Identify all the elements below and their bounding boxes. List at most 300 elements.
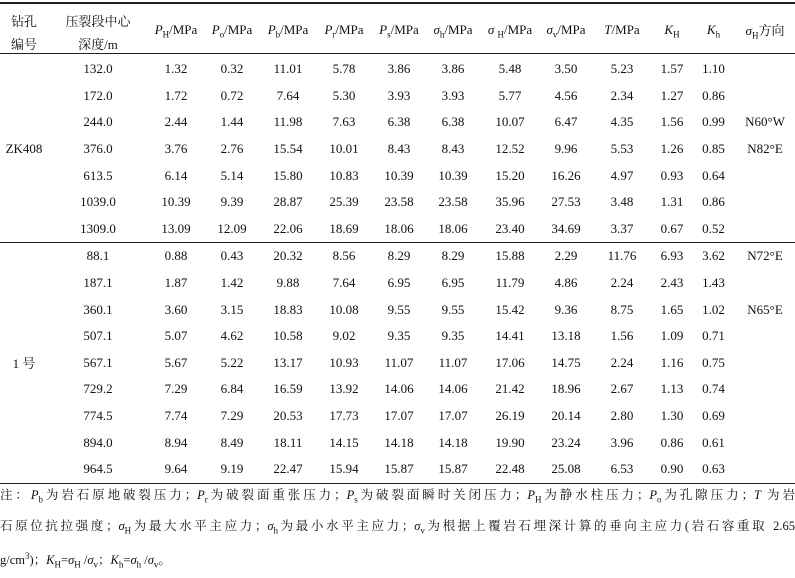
header-borehole-line2: 编号: [0, 33, 48, 54]
value-cell: 0.69: [702, 408, 725, 424]
value-cell: 9.96: [554, 141, 578, 157]
table-row: [0, 162, 795, 189]
header-symbol: P: [379, 21, 388, 37]
value-cell: 8.43: [441, 141, 465, 157]
value-cell: 15.20: [495, 167, 525, 183]
header-unit: /MPa: [169, 21, 198, 37]
value-cell: 7.74: [164, 408, 188, 424]
value-cell: 2.44: [164, 114, 188, 130]
value-cell: 5.67: [164, 354, 188, 370]
note-text: P: [649, 488, 658, 502]
value-cell: 0.64: [702, 167, 725, 183]
header-col-5: [316, 3, 372, 54]
note-text: r: [204, 494, 208, 505]
value-cell: 35.96: [495, 194, 525, 210]
header-symbol: P: [154, 21, 163, 37]
depth-cell: 567.1: [83, 354, 113, 370]
header-symbol: σ: [487, 21, 498, 37]
value-cell: 3.60: [164, 301, 188, 317]
table-header: [0, 3, 795, 54]
header-col-12: [692, 3, 735, 54]
value-cell: 0.63: [692, 456, 735, 483]
value-cell: 0.99: [702, 114, 725, 130]
value-cell: 8.43: [387, 141, 411, 157]
value-cell: 18.96: [551, 381, 581, 397]
value-cell: 27.53: [551, 194, 581, 210]
table-row: [0, 136, 795, 163]
value-cell: 1.65: [660, 301, 684, 317]
note-text: v: [93, 559, 99, 570]
value-cell: 22.48: [480, 456, 540, 483]
value-cell: 5.53: [610, 141, 634, 157]
header-symbol: K: [664, 21, 674, 37]
value-cell: 13.17: [273, 354, 303, 370]
value-cell: 0.74: [702, 381, 725, 397]
value-cell: 6.93: [660, 248, 684, 264]
value-cell: 9.02: [332, 328, 356, 344]
value-cell: 0.86: [702, 87, 725, 103]
header-symbol: P: [267, 21, 276, 37]
value-cell: 3.50: [554, 61, 578, 77]
header-symbol: P: [211, 21, 220, 37]
header-col-3: [204, 3, 260, 54]
value-cell: 6.84: [220, 381, 244, 397]
value-cell: 1.30: [660, 408, 684, 424]
header-col-4: [260, 3, 316, 54]
value-cell: 3.93: [441, 87, 465, 103]
value-cell: 5.07: [164, 328, 188, 344]
note-text: 为岩石原地破裂压力；: [42, 488, 198, 502]
note-text: P: [346, 488, 355, 502]
depth-cell: 244.0: [83, 114, 113, 130]
value-cell: [735, 403, 795, 430]
table-row: [0, 54, 795, 83]
value-cell: 23.58: [438, 194, 468, 210]
value-cell: 9.35: [387, 328, 411, 344]
value-cell: [735, 376, 795, 403]
value-cell: 22.06: [260, 216, 316, 243]
value-cell: 3.15: [220, 301, 244, 317]
value-cell: 18.06: [372, 216, 426, 243]
table-row: [0, 376, 795, 403]
value-cell: 3.62: [702, 248, 725, 264]
header-symbol: T: [604, 21, 612, 37]
note-text: P: [527, 488, 535, 502]
value-cell: 0.90: [652, 456, 692, 483]
value-cell: N65°E: [747, 301, 783, 317]
value-cell: 2.76: [220, 141, 244, 157]
borehole-id: ZK408: [0, 54, 48, 243]
value-cell: 23.24: [551, 434, 581, 450]
note-text: H: [124, 525, 132, 535]
value-cell: 1.13: [660, 381, 684, 397]
borehole-id: 1 号: [0, 243, 48, 483]
value-cell: 1.72: [164, 87, 188, 103]
depth-cell: 172.0: [83, 87, 113, 103]
value-cell: 1.56: [660, 114, 684, 130]
value-cell: 17.07: [384, 408, 414, 424]
header-unit: /MPa: [224, 21, 253, 37]
note-text: s: [354, 494, 358, 505]
header-unit: /MPa: [557, 21, 586, 37]
note-text: g/cm: [0, 553, 25, 568]
note-text: T: [754, 488, 761, 502]
table-row: [0, 270, 795, 297]
value-cell: [735, 54, 795, 83]
depth-cell: 360.1: [83, 301, 113, 317]
value-cell: 23.40: [480, 216, 540, 243]
value-cell: 2.80: [610, 408, 634, 424]
value-cell: 23.58: [384, 194, 414, 210]
note-text: h: [118, 559, 124, 570]
value-cell: 15.54: [273, 141, 303, 157]
value-cell: 7.29: [220, 408, 244, 424]
value-cell: 10.83: [329, 167, 359, 183]
value-cell: 1.09: [660, 328, 684, 344]
note-text: K: [46, 553, 55, 568]
value-cell: 8.49: [220, 434, 244, 450]
value-cell: [735, 189, 795, 216]
header-subscript: r: [332, 29, 336, 40]
value-cell: 9.19: [204, 456, 260, 483]
header-subscript: b: [275, 29, 281, 40]
header-depth-line2: 深度/m: [48, 33, 148, 54]
value-cell: 0.43: [220, 248, 244, 264]
note-text: H: [74, 559, 81, 570]
note-line-1: [0, 482, 795, 513]
value-cell: 1.44: [220, 114, 244, 130]
value-cell: 13.18: [551, 328, 581, 344]
value-cell: 8.29: [387, 248, 411, 264]
value-cell: 9.88: [276, 275, 300, 291]
value-cell: 15.80: [273, 167, 303, 183]
value-cell: 10.01: [329, 141, 359, 157]
value-cell: 10.93: [329, 354, 359, 370]
value-cell: 14.41: [495, 328, 525, 344]
value-cell: 17.06: [495, 354, 525, 370]
value-cell: 25.39: [329, 194, 359, 210]
value-cell: 14.18: [438, 434, 468, 450]
value-cell: 11.01: [273, 61, 303, 77]
note-text: 石原位抗拉强度；: [0, 518, 119, 533]
value-cell: 21.42: [495, 381, 525, 397]
value-cell: 10.58: [273, 328, 303, 344]
value-cell: 2.24: [610, 354, 634, 370]
header-unit: /MPa: [280, 21, 309, 37]
value-cell: 1.26: [660, 141, 684, 157]
value-cell: [735, 350, 795, 377]
value-cell: [735, 456, 795, 483]
note-text: 为破裂面重张压力；: [207, 488, 347, 502]
note-text: 为最大水平主应力；: [131, 518, 268, 533]
value-cell: 2.34: [610, 87, 634, 103]
value-cell: 4.35: [610, 114, 634, 130]
header-subscript: H: [673, 29, 680, 40]
value-cell: 5.78: [332, 61, 356, 77]
note-text: /: [80, 553, 88, 568]
value-cell: 9.64: [148, 456, 204, 483]
value-cell: 5.23: [610, 61, 634, 77]
depth-cell: 376.0: [83, 141, 113, 157]
table-row: [0, 216, 795, 243]
note-text: 为根据上覆岩石埋深计算的垂向主应力(岩石容重取 2.65: [424, 518, 795, 533]
value-cell: 15.87: [426, 456, 480, 483]
header-symbol: P: [324, 21, 333, 37]
header-col-11: [652, 3, 692, 54]
header-subscript: v: [552, 29, 558, 40]
value-cell: 0.93: [660, 167, 684, 183]
value-cell: 7.64: [332, 275, 356, 291]
note-text: =: [123, 553, 131, 568]
note-line-2: [0, 513, 795, 544]
value-cell: 1.43: [702, 275, 725, 291]
note-text: P: [197, 488, 205, 502]
value-cell: 16.26: [551, 167, 581, 183]
note-text: σ: [147, 553, 154, 568]
depth-cell: 1309.0: [48, 216, 148, 243]
depth-cell: 132.0: [83, 61, 113, 77]
note-text: 为破裂面瞬时关闭压力；: [357, 488, 528, 502]
table-body: [0, 54, 795, 484]
value-cell: 18.11: [273, 434, 303, 450]
value-cell: 6.95: [387, 275, 411, 291]
value-cell: 18.06: [426, 216, 480, 243]
value-cell: 0.61: [702, 434, 725, 450]
note-text: σ: [267, 518, 274, 533]
value-cell: 0.67: [652, 216, 692, 243]
value-cell: 11.07: [384, 354, 414, 370]
value-cell: 8.56: [332, 248, 356, 264]
value-cell: [735, 216, 795, 243]
value-cell: 28.87: [273, 194, 303, 210]
value-cell: [735, 270, 795, 297]
header-subscript: H: [497, 29, 504, 40]
value-cell: 1.32: [164, 61, 188, 77]
value-cell: 2.43: [660, 275, 684, 291]
note-text: v: [420, 525, 425, 535]
depth-cell: 88.1: [86, 248, 110, 264]
table-row: [0, 109, 795, 136]
header-unit: 方向: [758, 23, 785, 39]
value-cell: 11.98: [273, 114, 303, 130]
table-row: [0, 243, 795, 270]
value-cell: 20.32: [273, 248, 303, 264]
value-cell: 14.06: [384, 381, 414, 397]
value-cell: 20.14: [551, 408, 581, 424]
stress-data-table: [0, 2, 795, 484]
value-cell: 0.88: [164, 248, 188, 264]
value-cell: 16.59: [273, 381, 303, 397]
value-cell: 17.07: [438, 408, 468, 424]
value-cell: 3.86: [441, 61, 465, 77]
value-cell: 0.72: [220, 87, 244, 103]
value-cell: [735, 83, 795, 110]
note-text: 。: [158, 553, 171, 568]
value-cell: 9.39: [220, 194, 244, 210]
depth-cell: 964.5: [48, 456, 148, 483]
note-text: σ: [414, 518, 421, 533]
value-cell: 1.57: [660, 61, 684, 77]
header-subscript: h: [439, 29, 445, 40]
header-subscript: H: [751, 30, 759, 41]
value-cell: 9.35: [441, 328, 465, 344]
value-cell: 3.96: [610, 434, 634, 450]
value-cell: 4.97: [610, 167, 634, 183]
value-cell: 0.86: [660, 434, 684, 450]
value-cell: 1.16: [660, 354, 684, 370]
value-cell: 1.56: [610, 328, 634, 344]
header-borehole-line1: 钻孔: [0, 3, 48, 33]
note-text: 为岩: [760, 488, 795, 502]
note-text: h: [273, 525, 279, 535]
value-cell: 7.63: [332, 114, 356, 130]
depth-cell: 1039.0: [80, 194, 116, 210]
value-cell: 15.88: [495, 248, 525, 264]
header-col-7: [426, 3, 480, 54]
value-cell: 15.94: [316, 456, 372, 483]
value-cell: 15.87: [372, 456, 426, 483]
depth-cell: 187.1: [83, 275, 113, 291]
value-cell: [735, 162, 795, 189]
value-cell: 1.42: [220, 275, 244, 291]
note-text: H: [534, 494, 542, 505]
note-text: =: [61, 553, 69, 568]
note-text: σ: [118, 518, 125, 533]
value-cell: 2.67: [610, 381, 634, 397]
value-cell: 25.08: [540, 456, 592, 483]
table-row: [0, 429, 795, 456]
header-col-9: [540, 3, 592, 54]
value-cell: 11.79: [495, 275, 525, 291]
header-unit: /MPa: [611, 21, 640, 37]
header-unit: /MPa: [390, 21, 419, 37]
value-cell: 4.62: [220, 328, 244, 344]
value-cell: 11.76: [607, 248, 637, 264]
note-text: 为最小水平主应力；: [278, 518, 415, 533]
note-text: ；: [98, 553, 111, 568]
header-subscript: H: [162, 29, 170, 40]
note-text: H: [54, 559, 62, 570]
value-cell: 0.86: [702, 194, 725, 210]
header-unit: /MPa: [504, 21, 533, 37]
value-cell: 4.56: [554, 87, 578, 103]
note-text: 为孔隙压力；: [661, 488, 755, 502]
value-cell: 6.38: [387, 114, 411, 130]
header-unit: /MPa: [444, 21, 473, 37]
note-text: )；: [29, 553, 47, 568]
note-text: 注：: [0, 488, 31, 502]
value-cell: 6.53: [592, 456, 652, 483]
value-cell: 0.32: [220, 61, 244, 77]
value-cell: 3.86: [387, 61, 411, 77]
value-cell: 12.52: [495, 141, 525, 157]
value-cell: 12.09: [204, 216, 260, 243]
value-cell: 0.52: [692, 216, 735, 243]
note-text: 3: [25, 551, 30, 561]
header-col-8: [480, 3, 540, 54]
value-cell: 5.30: [332, 87, 356, 103]
table-row: [0, 323, 795, 350]
table-row: [0, 296, 795, 323]
value-cell: 19.90: [495, 434, 525, 450]
note-text: /: [141, 553, 148, 568]
value-cell: 2.29: [554, 248, 578, 264]
value-cell: 14.06: [438, 381, 468, 397]
value-cell: 1.27: [660, 87, 684, 103]
value-cell: 26.19: [495, 408, 525, 424]
value-cell: 15.42: [495, 301, 525, 317]
depth-cell: 613.5: [83, 167, 113, 183]
header-symbol: σ: [546, 21, 553, 37]
value-cell: 34.69: [540, 216, 592, 243]
value-cell: 9.55: [441, 301, 465, 317]
header-col-10: [592, 3, 652, 54]
value-cell: 7.29: [164, 381, 188, 397]
header-col-2: [148, 3, 204, 54]
header-subscript: h: [715, 29, 721, 40]
header-unit: /MPa: [335, 21, 364, 37]
header-symbol: K: [706, 21, 716, 37]
value-cell: 22.47: [260, 456, 316, 483]
value-cell: 11.07: [438, 354, 468, 370]
value-cell: 6.38: [441, 114, 465, 130]
value-cell: 0.71: [702, 328, 725, 344]
note-text: σ: [68, 553, 75, 568]
value-cell: 6.47: [554, 114, 578, 130]
value-cell: 3.37: [592, 216, 652, 243]
value-cell: 5.77: [498, 87, 522, 103]
value-cell: 6.14: [164, 167, 188, 183]
value-cell: 9.55: [387, 301, 411, 317]
value-cell: 8.94: [164, 434, 188, 450]
value-cell: [735, 323, 795, 350]
table-row: [0, 350, 795, 377]
value-cell: 17.73: [329, 408, 359, 424]
depth-cell: 729.2: [83, 381, 113, 397]
value-cell: 18.83: [273, 301, 303, 317]
header-depth-line1: 压裂段中心: [48, 3, 148, 33]
note-text: σ: [87, 553, 94, 568]
header-symbol: σ: [745, 23, 752, 39]
value-cell: 3.93: [387, 87, 411, 103]
note-text: h: [136, 559, 142, 570]
value-cell: 1.87: [164, 275, 188, 291]
table-row: [0, 189, 795, 216]
note-text: 为静水柱压力；: [541, 488, 650, 502]
depth-cell: 894.0: [83, 434, 113, 450]
header-col-6: [372, 3, 426, 54]
value-cell: 20.53: [273, 408, 303, 424]
value-cell: 5.48: [498, 61, 522, 77]
note-text: o: [657, 494, 662, 505]
value-cell: 10.08: [329, 301, 359, 317]
table-row: [0, 83, 795, 110]
depth-cell: 774.5: [83, 408, 113, 424]
value-cell: 4.86: [554, 275, 578, 291]
value-cell: 3.48: [610, 194, 634, 210]
value-cell: N72°E: [747, 248, 783, 264]
depth-cell: 507.1: [83, 328, 113, 344]
value-cell: 10.39: [161, 194, 191, 210]
value-cell: 13.09: [148, 216, 204, 243]
value-cell: 8.75: [610, 301, 634, 317]
value-cell: 5.14: [220, 167, 244, 183]
table-note: [0, 482, 795, 578]
table-row: [0, 403, 795, 430]
header-col-13: [735, 3, 795, 54]
header-symbol: σ: [433, 21, 440, 37]
value-cell: 10.07: [495, 114, 525, 130]
